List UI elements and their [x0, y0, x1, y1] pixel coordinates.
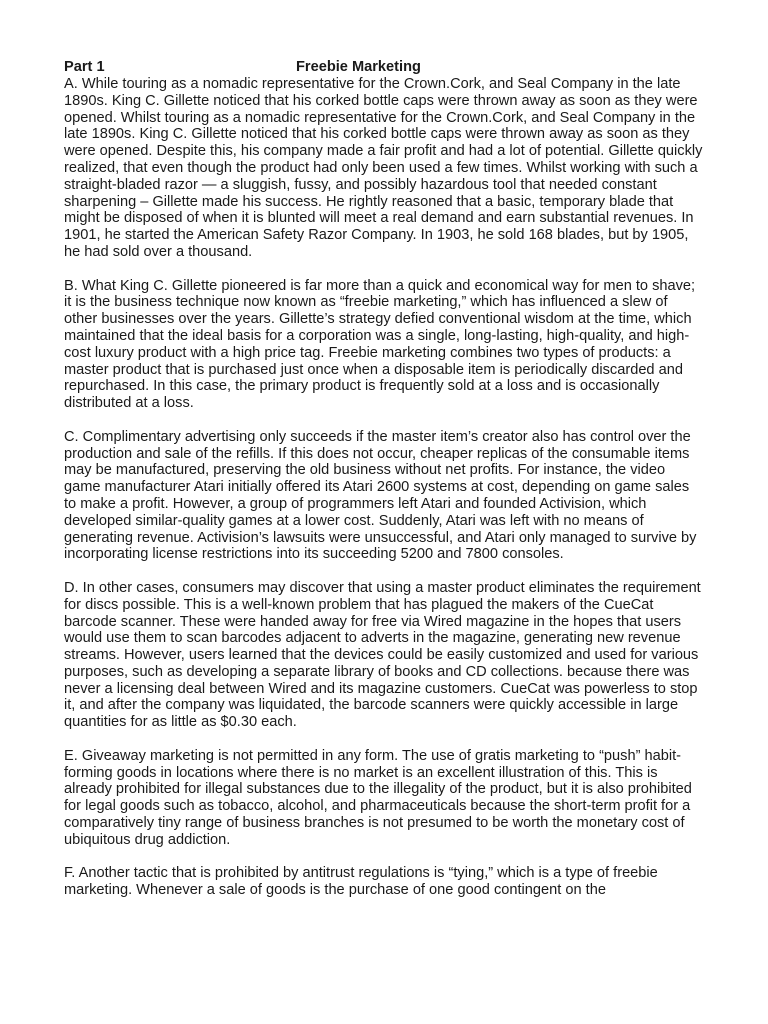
paragraph-f: F. Another tactic that is prohibited by antitrust regulations is “tying,” which is a type of freebie marketing. Whenever a sale of goods is the purchase of one good contingent on the: [64, 865, 658, 899]
part-label: Part 1: [64, 59, 105, 75]
paragraph-e: E. Giveaway marketing is not permitted in any form. The use of gratis marketing to “push” habit-forming goods in locations where there is no market is an excellent illustration of this. This is already prohibited for illegal substances due to the illegality of the product, but it is also prohibited for legal goods such as tobacco, alcohol, and pharmaceuticals because the short-term profit for a comparatively tiny range of business branches is not presumed to be worth the monetary cost of ubiquitous drug addiction.: [64, 747, 692, 848]
document-title: Freebie Marketing: [296, 59, 421, 75]
paragraph-d: D. In other cases, consumers may discover that using a master product eliminates the requirement for discs possible. This is a well-known problem that has plagued the makers of the CueCat barcode scanner. These were handed away for free via Wired magazine in the hopes that users would use them to scan barcodes adjacent to adverts in the magazine, generating new revenue streams. However, users learned that the devices could be easily customized and used for various purposes, such as developing a separate library of books and CD collections. because there was never a licensing deal between Wired and its magazine customers. CueCat was powerless to stop it, and after the company was liquidated, the barcode scanners were quickly accessible in large quantities for as little as $0.30 each.: [64, 579, 701, 731]
document-page: [64, 59, 704, 916]
paragraph-a: A. While touring as a nomadic representative for the Crown.Cork, and Seal Company in the late 1890s. King C. Gillette noticed that his corked bottle caps were thrown away as soon as they were opened. Whilst touring as a nomadic representative for the Crown.Cork, and Seal Company in the late 1890s. King C. Gillette noticed that his corked bottle caps were thrown away as soon as they were opened. Despite this, his company made a fair profit and had a lot of potential. Gillette quickly realized, that even though the product had only been used a few times. Whilst working with such a straight-bladed razor — a sluggish, fussy, and possibly hazardous tool that needed constant sharpening – Gillette made his success. He rightly reasoned that a basic, temporary blade that might be disposed of when it is blunted will meet a real demand and earn substantial revenues. In 1901, he started the American Safety Razor Company. In 1903, he sold 168 blades, but by 1905, he had sold over a thousand.: [64, 76, 703, 260]
paragraph-c: C. Complimentary advertising only succeeds if the master item’s creator also has control over the production and sale of the refills. If this does not occur, cheaper replicas of the consumable items may be manufactured, preserving the old business without net profits. For instance, the video game manufacturer Atari initially offered its Atari 2600 systems at cost, depending on game sales to make a profit. However, a group of programmers left Atari and founded Activision, which developed similar-quality games at a lower cost. Suddenly, Atari was left with no means of generating revenue. Activision’s lawsuits were unsuccessful, and Atari only managed to survive by incorporating license restrictions into its succeeding 5200 and 7800 consoles.: [64, 428, 697, 563]
paragraph-b: B. What King C. Gillette pioneered is far more than a quick and economical way for men to shave; it is the business technique now known as “freebie marketing,” which has influenced a slew of other businesses over the years. Gillette’s strategy defied conventional wisdom at the time, which maintained that the ideal basis for a corporation was a single, long-lasting, high-quality, and high-cost luxury product with a high price tag. Freebie marketing combines two types of products: a master product that is purchased just once when a disposable item is periodically discarded and repurchased. In this case, the primary product is frequently sold at a loss and is occasionally distributed at a loss.: [64, 277, 696, 412]
document-header: [64, 59, 704, 76]
